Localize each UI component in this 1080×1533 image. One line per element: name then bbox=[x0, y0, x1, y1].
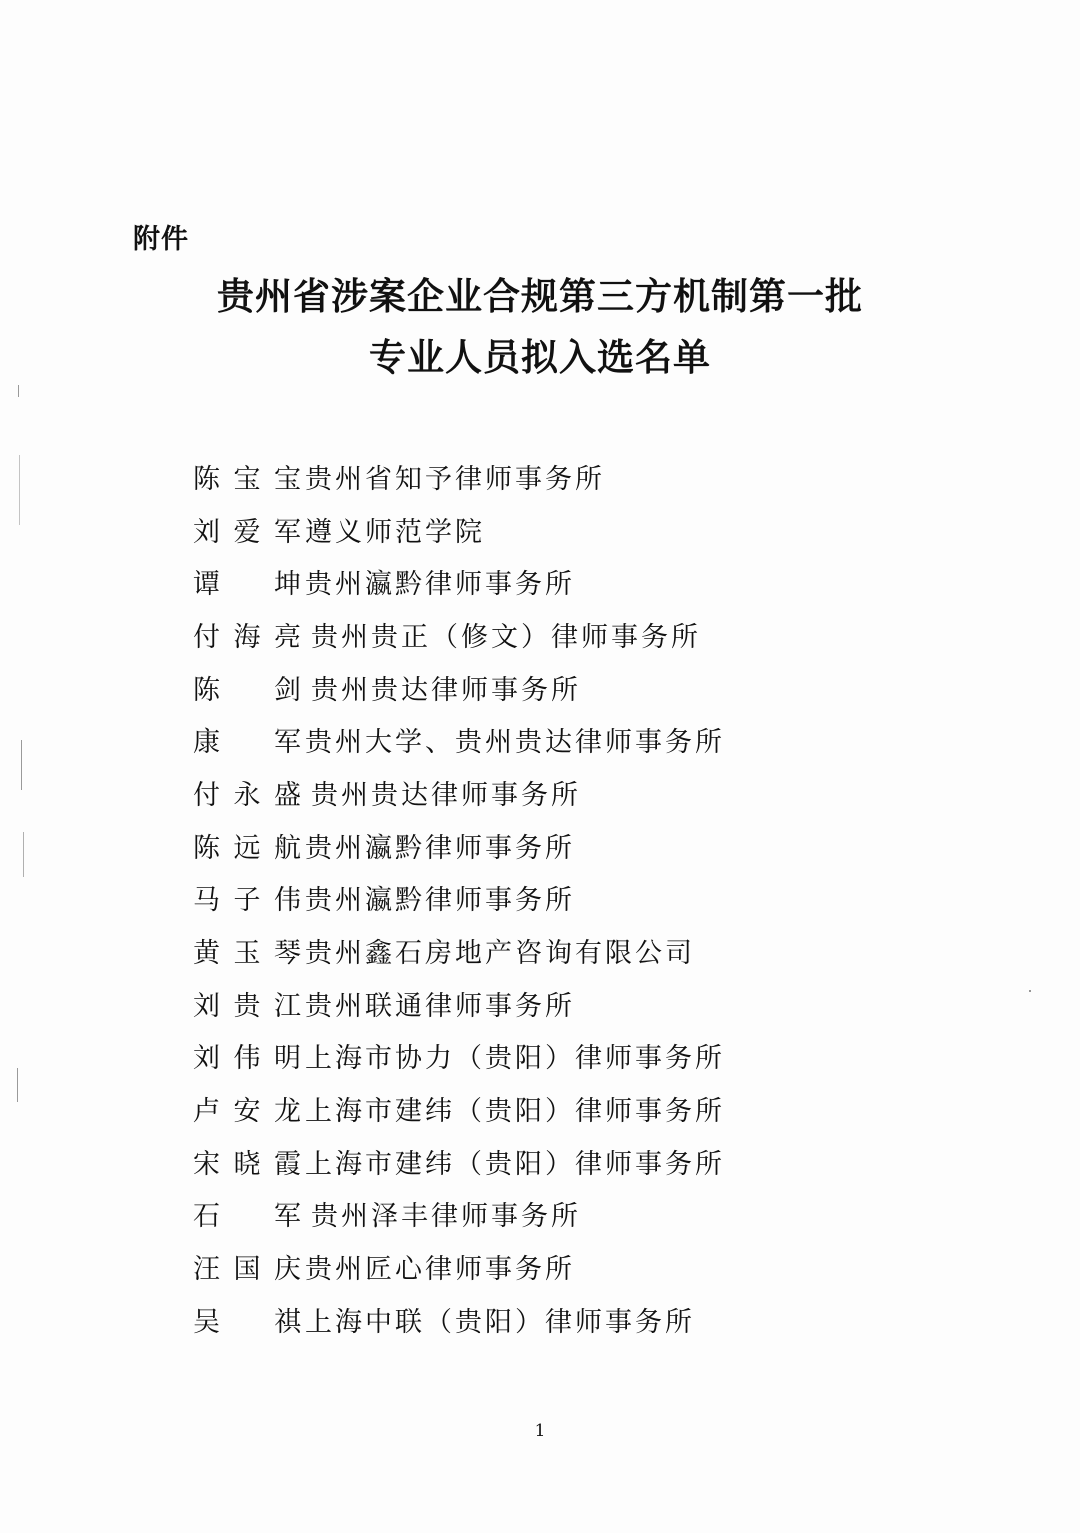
scan-artifact bbox=[17, 1068, 18, 1102]
roster-row bbox=[193, 872, 725, 925]
person-name: 黄玉琴 bbox=[193, 938, 301, 970]
person-organization: 贵州匠心律师事务所 bbox=[305, 1254, 575, 1286]
person-organization: 贵州大学、贵州贵达律师事务所 bbox=[305, 727, 725, 759]
person-organization: 遵义师范学院 bbox=[305, 516, 485, 548]
person-organization: 上海中联（贵阳）律师事务所 bbox=[305, 1306, 695, 1338]
roster-row bbox=[193, 450, 725, 503]
person-name: 陈远航 bbox=[193, 832, 301, 864]
roster-row bbox=[193, 924, 725, 977]
person-name: 汪国庆 bbox=[193, 1254, 301, 1286]
person-name: 宋晓霞 bbox=[193, 1148, 301, 1180]
roster-row bbox=[193, 1293, 725, 1346]
scan-artifact bbox=[21, 740, 22, 790]
roster-row bbox=[193, 555, 725, 608]
person-organization: 贵州瀛黔律师事务所 bbox=[305, 885, 575, 917]
person-organization: 贵州联通律师事务所 bbox=[305, 990, 575, 1022]
roster-row bbox=[193, 977, 725, 1030]
person-name: 谭坤 bbox=[193, 569, 301, 601]
person-organization: 贵州瀛黔律师事务所 bbox=[305, 569, 575, 601]
roster-row bbox=[193, 766, 725, 819]
person-name: 卢安龙 bbox=[193, 1096, 301, 1128]
person-name: 陈宝宝 bbox=[193, 463, 301, 495]
scan-artifact bbox=[19, 455, 20, 525]
person-name: 刘爱军 bbox=[193, 516, 301, 548]
roster-row bbox=[193, 661, 725, 714]
document-title-line-1: 贵州省涉案企业合规第三方机制第一批 bbox=[217, 275, 863, 318]
attachment-label: 附件 bbox=[133, 224, 189, 255]
scan-artifact bbox=[23, 832, 24, 877]
person-organization: 贵州贵达律师事务所 bbox=[311, 674, 581, 706]
person-organization: 上海市建纬（贵阳）律师事务所 bbox=[305, 1148, 725, 1180]
roster-row bbox=[193, 819, 725, 872]
roster-row bbox=[193, 1240, 725, 1293]
roster-row bbox=[193, 1030, 725, 1083]
person-organization: 贵州贵正（修文）律师事务所 bbox=[311, 621, 701, 653]
person-name: 刘伟明 bbox=[193, 1043, 301, 1075]
document-title-line-2: 专业人员拟入选名单 bbox=[369, 336, 711, 379]
person-organization: 贵州瀛黔律师事务所 bbox=[305, 832, 575, 864]
person-name: 刘贵江 bbox=[193, 990, 301, 1022]
person-name: 康军 bbox=[193, 727, 301, 759]
person-name: 石军 bbox=[193, 1201, 301, 1233]
page-number: 1 bbox=[534, 1421, 546, 1441]
roster-row bbox=[193, 1082, 725, 1135]
person-organization: 贵州泽丰律师事务所 bbox=[311, 1201, 581, 1233]
person-name: 吴祺 bbox=[193, 1306, 301, 1338]
person-organization: 贵州鑫石房地产咨询有限公司 bbox=[305, 938, 695, 970]
roster-list bbox=[193, 450, 725, 1346]
person-name: 付永盛 bbox=[193, 779, 301, 811]
person-organization: 贵州省知予律师事务所 bbox=[305, 463, 605, 495]
person-organization: 上海市协力（贵阳）律师事务所 bbox=[305, 1043, 725, 1075]
roster-row bbox=[193, 1135, 725, 1188]
person-name: 陈剑 bbox=[193, 674, 301, 706]
roster-row bbox=[193, 713, 725, 766]
roster-row bbox=[193, 503, 725, 556]
person-organization: 贵州贵达律师事务所 bbox=[311, 779, 581, 811]
scan-artifact bbox=[18, 385, 19, 397]
person-name: 马子伟 bbox=[193, 885, 301, 917]
person-organization: 上海市建纬（贵阳）律师事务所 bbox=[305, 1096, 725, 1128]
roster-row bbox=[193, 608, 725, 661]
person-name: 付海亮 bbox=[193, 621, 301, 653]
roster-row bbox=[193, 1188, 725, 1241]
scan-artifact bbox=[1029, 990, 1031, 992]
